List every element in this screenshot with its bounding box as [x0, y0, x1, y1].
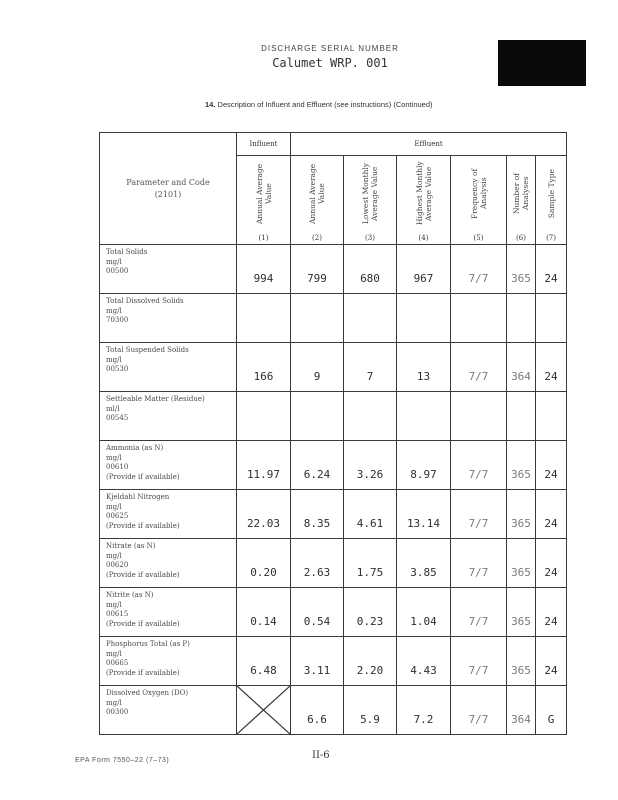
parameter-code: 00610 — [106, 463, 129, 471]
value-cell: 967 — [397, 245, 451, 294]
parameter-name: Nitrite (as N) — [106, 591, 154, 599]
value-cell: 9 — [291, 343, 344, 392]
value-cell: 0.23 — [344, 588, 397, 637]
value-cell: 24 — [536, 441, 567, 490]
value-cell: 24 — [536, 637, 567, 686]
parameter-note: (Provide if available) — [106, 619, 180, 628]
parameter-code: 00545 — [106, 414, 129, 422]
parameter-note: (Provide if available) — [106, 668, 180, 677]
value-cell — [397, 392, 451, 441]
value-cell — [536, 392, 567, 441]
value-cell — [451, 294, 507, 343]
parameter-cell — [100, 686, 237, 735]
value-cell — [237, 294, 291, 343]
redaction-block — [498, 40, 586, 86]
value-cell: 4.61 — [344, 490, 397, 539]
value-cell: 11.97 — [237, 441, 291, 490]
parameter-code: 00500 — [106, 267, 129, 275]
value-cell: 7/7 — [451, 686, 507, 735]
value-cell: 364 — [507, 686, 536, 735]
value-cell: 7 — [344, 343, 397, 392]
parameter-cell — [100, 294, 237, 343]
value-cell: 24 — [536, 343, 567, 392]
column-index-7: (7) — [536, 231, 567, 245]
value-cell: 0.20 — [237, 539, 291, 588]
form-number: EPA Form 7550–22 (7–73) — [75, 757, 170, 764]
parameter-name: Phosphorus Total (as P) — [106, 640, 190, 648]
value-cell: 0.14 — [237, 588, 291, 637]
table-row — [100, 637, 567, 686]
value-cell: 24 — [536, 490, 567, 539]
parameter-unit: mg/l — [106, 453, 122, 462]
value-cell — [344, 294, 397, 343]
section-title-text: Description of Influent and Effluent (see instructions) (Continued) — [217, 100, 433, 109]
parameter-unit: ml/l — [106, 404, 120, 413]
column-label: Annual Average Value — [254, 163, 273, 224]
value-cell: 365 — [507, 245, 536, 294]
discharge-serial-label: DISCHARGE SERIAL NUMBER — [261, 44, 399, 53]
value-cell: 364 — [507, 343, 536, 392]
value-cell: 3.85 — [397, 539, 451, 588]
section-title — [205, 100, 433, 109]
parameter-name: Total Solids — [106, 248, 148, 256]
value-cell: 2.63 — [291, 539, 344, 588]
parameter-name: Ammonia (as N) — [106, 444, 164, 452]
value-cell: 7/7 — [451, 637, 507, 686]
influent-group-header: Influent — [237, 133, 291, 156]
parameter-cell — [100, 343, 237, 392]
table-row — [100, 245, 567, 294]
column-header-3 — [344, 156, 397, 232]
discharge-serial-number: Calumet WRP. 001 — [272, 56, 388, 70]
parameter-header: Parameter and Code — [126, 177, 210, 187]
table-row — [100, 294, 567, 343]
value-cell: G — [536, 686, 567, 735]
value-cell: 24 — [536, 245, 567, 294]
table-row — [100, 343, 567, 392]
parameter-code-header: (2101) — [154, 189, 182, 199]
table-row — [100, 392, 567, 441]
parameter-unit: mg/l — [106, 698, 122, 707]
effluent-group-header: Effluent — [291, 133, 567, 156]
value-cell: 13.14 — [397, 490, 451, 539]
parameter-unit: mg/l — [106, 355, 122, 364]
value-cell: 6.6 — [291, 686, 344, 735]
parameter-name: Kjeldahl Nitrogen — [106, 493, 170, 501]
value-cell: 6.24 — [291, 441, 344, 490]
parameter-code: 00665 — [106, 659, 129, 667]
parameter-name: Total Suspended Solids — [106, 346, 189, 354]
parameter-note: (Provide if available) — [106, 472, 180, 481]
column-header-1 — [237, 156, 291, 232]
value-cell: 365 — [507, 588, 536, 637]
parameter-unit: mg/l — [106, 649, 122, 658]
value-cell — [291, 392, 344, 441]
value-cell: 365 — [507, 637, 536, 686]
table-row — [100, 539, 567, 588]
value-cell: 7/7 — [451, 588, 507, 637]
value-cell: 799 — [291, 245, 344, 294]
parameter-cell — [100, 441, 237, 490]
column-label: Sample Type — [546, 168, 556, 219]
column-index-3: (3) — [344, 231, 397, 245]
column-label: Frequency of Analysis — [469, 168, 488, 219]
column-header-5 — [451, 156, 507, 232]
column-header-4 — [397, 156, 451, 232]
parameter-header-cell — [100, 133, 237, 245]
value-cell: 24 — [536, 539, 567, 588]
value-cell: 6.48 — [237, 637, 291, 686]
value-cell: 5.9 — [344, 686, 397, 735]
value-cell: 7/7 — [451, 343, 507, 392]
parameter-cell — [100, 245, 237, 294]
parameter-unit: mg/l — [106, 551, 122, 560]
table-row — [100, 588, 567, 637]
value-cell: 7/7 — [451, 245, 507, 294]
parameter-cell — [100, 539, 237, 588]
value-cell: 994 — [237, 245, 291, 294]
not-applicable-cell — [237, 686, 291, 735]
value-cell: 7.2 — [397, 686, 451, 735]
column-label: Lowest Monthly Average Value — [361, 162, 379, 225]
value-cell: 166 — [237, 343, 291, 392]
value-cell: 7/7 — [451, 441, 507, 490]
value-cell: 1.04 — [397, 588, 451, 637]
influent-effluent-table — [99, 132, 567, 735]
parameter-cell — [100, 637, 237, 686]
section-number: 14. — [205, 100, 216, 109]
parameter-code: 00615 — [106, 610, 129, 618]
value-cell: 22.03 — [237, 490, 291, 539]
parameter-note: (Provide if available) — [106, 570, 180, 579]
value-cell — [397, 294, 451, 343]
value-cell — [237, 392, 291, 441]
column-index-1: (1) — [237, 231, 291, 245]
value-cell — [536, 294, 567, 343]
value-cell — [291, 294, 344, 343]
parameter-code: 70300 — [106, 316, 129, 324]
parameter-name: Settleable Matter (Residue) — [106, 395, 205, 403]
parameter-unit: mg/l — [106, 600, 122, 609]
column-header-2 — [291, 156, 344, 232]
table-row — [100, 441, 567, 490]
parameter-name: Total Dissolved Solids — [106, 297, 184, 305]
value-cell: 24 — [536, 588, 567, 637]
value-cell: 8.97 — [397, 441, 451, 490]
value-cell: 680 — [344, 245, 397, 294]
column-index-6: (6) — [507, 231, 536, 245]
parameter-cell — [100, 588, 237, 637]
column-label: Number of Analyses — [512, 173, 530, 215]
parameter-code: 00300 — [106, 708, 129, 716]
cross-mark-icon — [237, 686, 290, 734]
value-cell — [451, 392, 507, 441]
column-label: Annual Average Value — [308, 163, 326, 224]
value-cell: 2.20 — [344, 637, 397, 686]
parameter-cell — [100, 392, 237, 441]
parameter-unit: mg/l — [106, 306, 122, 315]
value-cell: 7/7 — [451, 490, 507, 539]
value-cell: 3.11 — [291, 637, 344, 686]
column-header-7 — [536, 156, 567, 232]
table-row — [100, 490, 567, 539]
parameter-unit: mg/l — [106, 502, 122, 511]
value-cell: 365 — [507, 539, 536, 588]
value-cell: 0.54 — [291, 588, 344, 637]
value-cell: 13 — [397, 343, 451, 392]
parameter-name: Nitrate (as N) — [106, 542, 156, 550]
value-cell: 1.75 — [344, 539, 397, 588]
parameter-note: (Provide if available) — [106, 521, 180, 530]
value-cell: 365 — [507, 490, 536, 539]
parameter-code: 00530 — [106, 365, 129, 373]
column-index-4: (4) — [397, 231, 451, 245]
value-cell — [507, 392, 536, 441]
parameter-code: 00620 — [106, 561, 129, 569]
parameter-cell — [100, 490, 237, 539]
column-index-5: (5) — [451, 231, 507, 245]
page-number: II-6 — [312, 750, 330, 761]
parameter-code: 00625 — [106, 512, 129, 520]
value-cell: 365 — [507, 441, 536, 490]
parameter-unit: mg/l — [106, 257, 122, 266]
column-header-6 — [507, 156, 536, 232]
value-cell — [344, 392, 397, 441]
value-cell: 4.43 — [397, 637, 451, 686]
value-cell: 3.26 — [344, 441, 397, 490]
parameter-name: Dissolved Oxygen (DO) — [106, 689, 189, 697]
column-label: Highest Monthly Average Value — [414, 161, 433, 226]
table-row — [100, 686, 567, 735]
value-cell: 8.35 — [291, 490, 344, 539]
value-cell: 7/7 — [451, 539, 507, 588]
column-index-2: (2) — [291, 231, 344, 245]
value-cell — [507, 294, 536, 343]
